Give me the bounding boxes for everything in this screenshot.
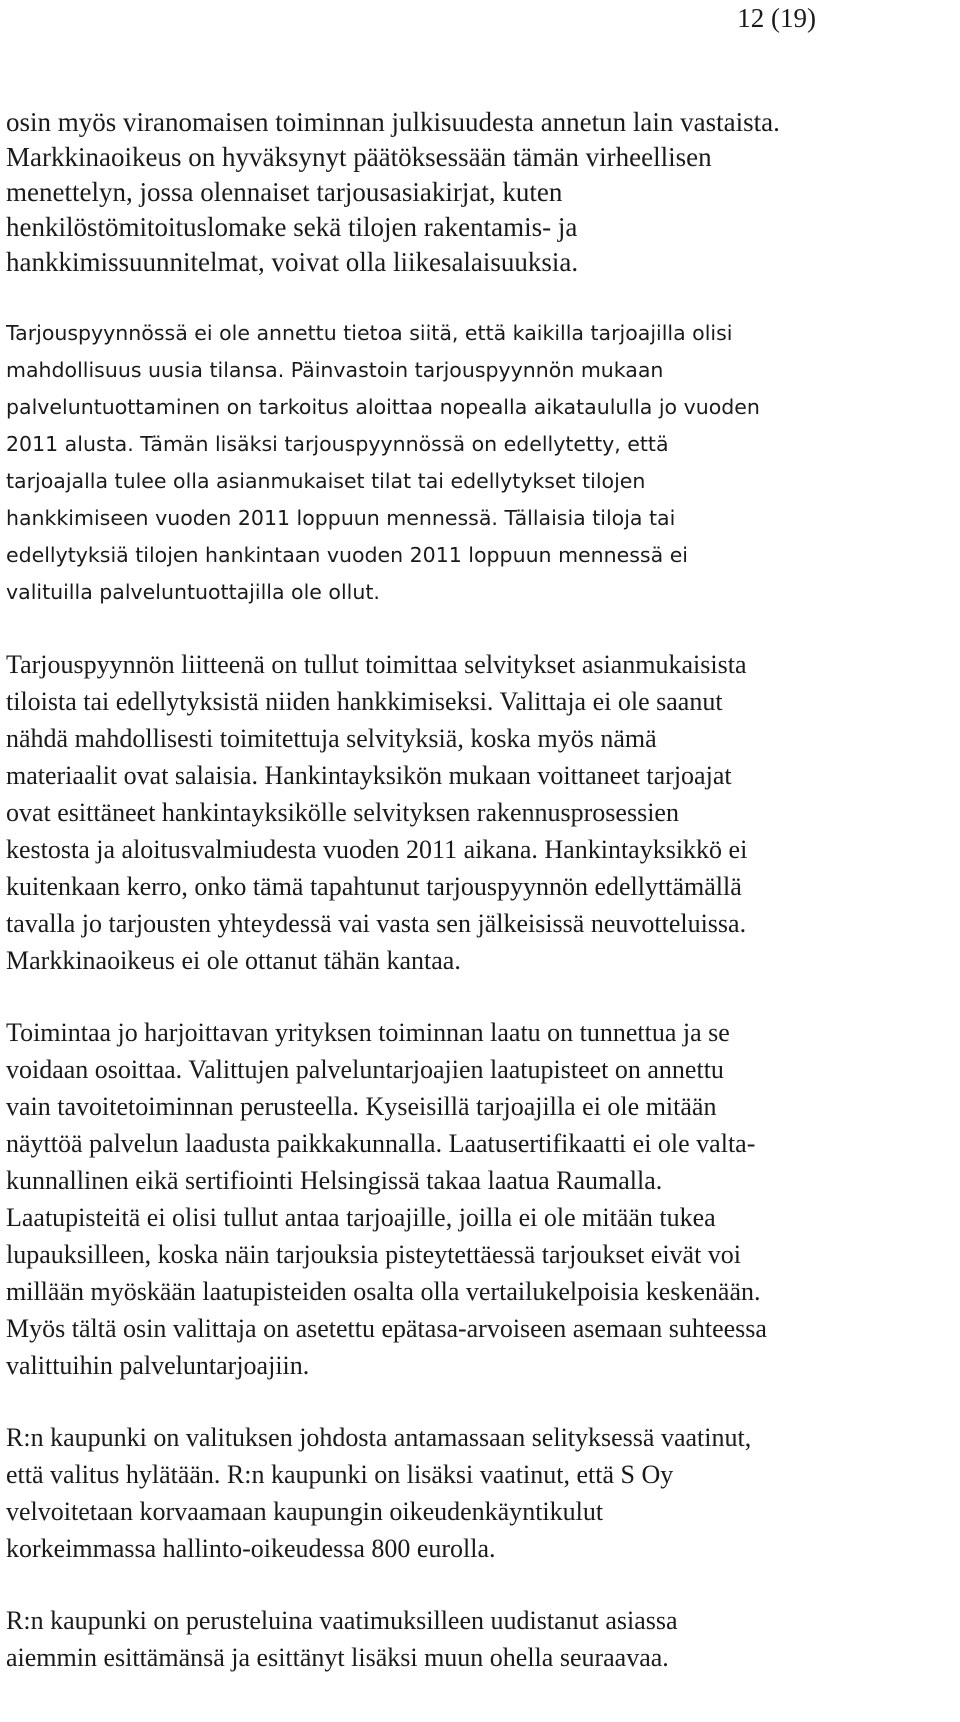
text-line: ovat esittäneet hankintayksikölle selvityksen rakennusprosessien xyxy=(6,798,679,827)
text-line: 2011 alusta. Tämän lisäksi tarjouspyynnössä on edellytetty, että xyxy=(6,432,669,456)
text-line: edellytyksiä tilojen hankintaan vuoden 2011 loppuun mennessä ei xyxy=(6,543,688,567)
text-line: vain tavoitetoiminnan perusteella. Kyseisillä tarjoajilla ei ole mitään xyxy=(6,1092,717,1121)
text-line: Laatupisteitä ei olisi tullut antaa tarjoajille, joilla ei ole mitään tukea xyxy=(6,1203,716,1232)
text-line: nähdä mahdollisesti toimitettuja selvityksiä, koska myös nämä xyxy=(6,724,657,753)
paragraph-3 xyxy=(6,646,956,979)
text-line: aiemmin esittämänsä ja esittänyt lisäksi muun ohella seuraavaa. xyxy=(6,1643,669,1672)
text-line: Toimintaa jo harjoittavan yrityksen toiminnan laatu on tunnettua ja se xyxy=(6,1018,730,1047)
text-line: R:n kaupunki on valituksen johdosta antamassaan selityksessä vaatinut, xyxy=(6,1423,752,1452)
paragraph-6 xyxy=(6,1602,956,1676)
text-line: Markkinaoikeus on hyväksynyt päätöksessään tämän virheellisen xyxy=(6,142,712,172)
text-line: voidaan osoittaa. Valittujen palveluntarjoajien laatupisteet on annettu xyxy=(6,1055,724,1084)
text-line: valittuihin palveluntarjoajiin. xyxy=(6,1351,310,1380)
text-line: valituilla palveluntuottajilla ole ollut. xyxy=(6,580,380,604)
text-line: menettelyn, jossa olennaiset tarjousasiakirjat, kuten xyxy=(6,177,563,207)
paragraph-1 xyxy=(6,105,956,280)
text-line: Markkinaoikeus ei ole ottanut tähän kantaa. xyxy=(6,946,461,975)
text-line: Tarjouspyynnössä ei ole annettu tietoa siitä, että kaikilla tarjoajilla olisi xyxy=(6,321,733,345)
paragraph-5 xyxy=(6,1419,956,1567)
paragraph-2 xyxy=(6,315,956,611)
text-line: henkilöstömitoituslomake sekä tilojen rakentamis- ja xyxy=(6,212,578,242)
text-line: Tarjouspyynnön liitteenä on tullut toimittaa selvitykset asianmukaisista xyxy=(6,650,747,679)
text-line: kuitenkaan kerro, onko tämä tapahtunut tarjouspyynnön edellyttämällä xyxy=(6,872,742,901)
text-line: tavalla jo tarjousten yhteydessä vai vasta sen jälkeisissä neuvotteluissa. xyxy=(6,909,747,938)
text-line: kunnallinen eikä sertifiointi Helsingissä takaa laatua Raumalla. xyxy=(6,1166,663,1195)
text-line: velvoitetaan korvaamaan kaupungin oikeudenkäyntikulut xyxy=(6,1497,604,1526)
text-line: korkeimmassa hallinto-oikeudessa 800 eurolla. xyxy=(6,1534,496,1563)
text-line: mahdollisuus uusia tilansa. Päinvastoin tarjouspyynnön mukaan xyxy=(6,358,664,382)
text-line: millään myöskään laatupisteiden osalta olla vertailukelpoisia keskenään. xyxy=(6,1277,761,1306)
text-line: hankkimiseen vuoden 2011 loppuun mennessä. Tällaisia tiloja tai xyxy=(6,506,676,530)
text-line: palveluntuottaminen on tarkoitus aloittaa nopealla aikataululla jo vuoden xyxy=(6,395,760,419)
text-line: hankkimissuunnitelmat, voivat olla liikesalaisuuksia. xyxy=(6,247,579,277)
page-number: 12 (19) xyxy=(737,3,816,33)
text-line: lupauksilleen, koska näin tarjouksia pisteytettäessä tarjoukset eivät voi xyxy=(6,1240,742,1269)
text-line: R:n kaupunki on perusteluina vaatimuksilleen uudistanut asiassa xyxy=(6,1606,678,1635)
text-line: kestosta ja aloitusvalmiudesta vuoden 2011 aikana. Hankintayksikkö ei xyxy=(6,835,748,864)
text-line: tarjoajalla tulee olla asianmukaiset tilat tai edellytykset tilojen xyxy=(6,469,646,493)
document-body xyxy=(6,105,956,1676)
text-line: tiloista tai edellytyksistä niiden hankkimiseksi. Valittaja ei ole saanut xyxy=(6,687,723,716)
text-line: näyttöä palvelun laadusta paikkakunnalla. Laatusertifikaatti ei ole valta- xyxy=(6,1129,756,1158)
text-line: materiaalit ovat salaisia. Hankintayksikön mukaan voittaneet tarjoajat xyxy=(6,761,732,790)
text-line: että valitus hylätään. R:n kaupunki on lisäksi vaatinut, että S Oy xyxy=(6,1460,674,1489)
text-line: osin myös viranomaisen toiminnan julkisuudesta annetun lain vastaista. xyxy=(6,107,780,137)
paragraph-4 xyxy=(6,1014,956,1384)
text-line: Myös tältä osin valittaja on asetettu epätasa-arvoiseen asemaan suhteessa xyxy=(6,1314,767,1343)
